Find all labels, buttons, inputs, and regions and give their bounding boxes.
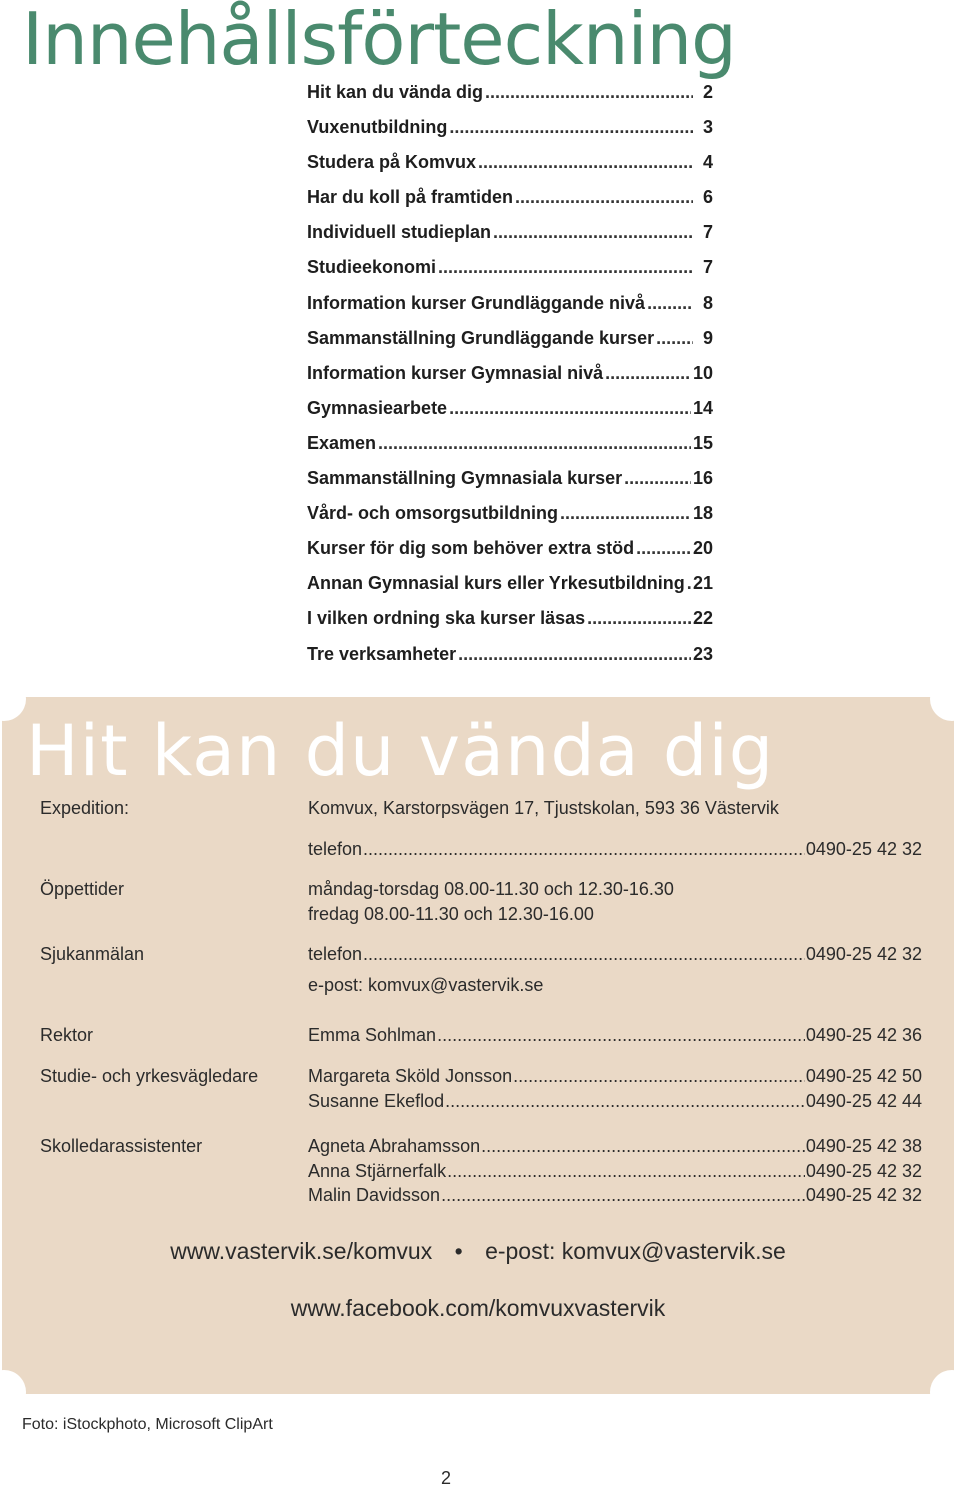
contact-card bbox=[2, 697, 954, 1394]
toc-leader bbox=[478, 152, 693, 173]
counselors-label: Studie- och yrkesvägledare bbox=[40, 1066, 259, 1086]
contact-name: Emma Sohlman bbox=[308, 1025, 437, 1045]
toc-item[interactable] bbox=[307, 152, 713, 187]
assistant-row bbox=[308, 1136, 922, 1158]
toc-item-page: 21 bbox=[692, 573, 713, 594]
toc-item[interactable] bbox=[307, 608, 713, 643]
card-corner-notch bbox=[0, 677, 26, 721]
toc-item-label: Individuell studieplan bbox=[307, 222, 492, 243]
toc-item[interactable] bbox=[307, 398, 713, 433]
phone-number[interactable]: 0490-25 42 32 bbox=[805, 944, 922, 964]
phone-number[interactable]: 0490-25 42 50 bbox=[805, 1066, 922, 1086]
toc-leader bbox=[485, 82, 693, 103]
toc-item-page: 20 bbox=[692, 538, 713, 559]
leader-dots bbox=[437, 1025, 805, 1047]
assistant-row bbox=[308, 1161, 922, 1183]
counselor-row bbox=[308, 1091, 922, 1113]
toc-leader bbox=[636, 538, 691, 559]
card-corner-notch bbox=[930, 677, 960, 721]
toc-item-label: Information kurser Gymnasial nivå bbox=[307, 362, 604, 383]
phone-number[interactable]: 0490-25 42 44 bbox=[805, 1091, 922, 1111]
leader-dots bbox=[481, 1136, 805, 1158]
website-link[interactable]: www.vastervik.se/komvux bbox=[170, 1238, 433, 1264]
contact-name: Malin Davidsson bbox=[308, 1185, 441, 1205]
toc-leader bbox=[458, 644, 691, 665]
toc-item[interactable] bbox=[307, 468, 713, 503]
principal-row bbox=[308, 1025, 922, 1047]
leader-dots bbox=[445, 1091, 805, 1113]
toc-item-label: Sammanställning Gymnasiala kurser bbox=[307, 468, 623, 489]
toc-item-label: Studera på Komvux bbox=[307, 152, 477, 173]
card-corner-notch bbox=[0, 1370, 26, 1414]
leader-dots bbox=[363, 839, 805, 861]
toc-leader bbox=[687, 573, 691, 594]
toc-item[interactable] bbox=[307, 538, 713, 573]
toc-item-label: Studieekonomi bbox=[307, 257, 437, 278]
bullet-separator: • bbox=[454, 1238, 463, 1264]
toc-item-page: 3 bbox=[702, 117, 713, 138]
toc-leader bbox=[515, 187, 693, 208]
counselor-row bbox=[308, 1066, 922, 1088]
toc-leader bbox=[624, 468, 691, 489]
toc-item[interactable] bbox=[307, 222, 713, 257]
phone-number[interactable]: 0490-25 42 32 bbox=[805, 1161, 922, 1181]
toc-item-label: Hit kan du vända dig bbox=[307, 82, 484, 102]
toc-item[interactable] bbox=[307, 328, 713, 363]
page-title: Innehållsförteckning bbox=[22, 0, 736, 81]
toc-item[interactable] bbox=[307, 573, 713, 608]
sick-label: Sjukanmälan bbox=[40, 944, 145, 964]
toc-item[interactable] bbox=[307, 117, 713, 152]
toc-leader bbox=[656, 328, 693, 349]
toc-item-label: Har du koll på framtiden bbox=[307, 187, 514, 208]
toc-leader bbox=[438, 257, 693, 278]
toc-item[interactable] bbox=[307, 363, 713, 398]
leader-dots bbox=[513, 1066, 805, 1088]
sick-email[interactable]: e-post: komvux@vastervik.se bbox=[308, 975, 544, 995]
hours-friday: fredag 08.00-11.30 och 12.30-16.00 bbox=[308, 904, 594, 924]
toc-item-page: 15 bbox=[692, 432, 713, 453]
toc-item[interactable] bbox=[307, 82, 713, 117]
toc-item-label: Vuxenutbildning bbox=[307, 117, 448, 138]
toc-item-page: 10 bbox=[692, 362, 713, 383]
toc-leader bbox=[647, 293, 693, 314]
phone-number[interactable]: 0490-25 42 32 bbox=[805, 839, 922, 859]
expedition-phone-row bbox=[308, 839, 922, 861]
facebook-link[interactable]: www.facebook.com/komvuxvastervik bbox=[290, 1295, 666, 1321]
toc-item-label: Annan Gymnasial kurs eller Yrkesutbildning bbox=[307, 573, 685, 594]
table-of-contents bbox=[307, 82, 713, 679]
contact-name: Margareta Sköld Jonsson bbox=[308, 1066, 513, 1086]
toc-item-page: 7 bbox=[702, 257, 713, 278]
phone-label: telefon bbox=[308, 839, 363, 859]
email-link[interactable]: e-post: komvux@vastervik.se bbox=[485, 1238, 786, 1264]
hours-label: Öppettider bbox=[40, 879, 125, 899]
toc-item-page: 8 bbox=[702, 292, 713, 313]
contact-name: Susanne Ekeflod bbox=[308, 1091, 445, 1111]
photo-credit: Foto: iStockphoto, Microsoft ClipArt bbox=[22, 1416, 273, 1433]
page-number: 2 bbox=[441, 1468, 452, 1488]
toc-item-label: Gymnasiearbete bbox=[307, 397, 448, 418]
toc-item[interactable] bbox=[307, 257, 713, 292]
toc-leader bbox=[560, 503, 691, 524]
phone-label: telefon bbox=[308, 944, 363, 964]
toc-item-page: 9 bbox=[702, 327, 713, 348]
toc-item-label: I vilken ordning ska kurser läsas bbox=[307, 608, 586, 629]
sick-phone-row bbox=[308, 944, 922, 966]
leader-dots bbox=[447, 1161, 805, 1183]
toc-leader bbox=[587, 608, 691, 629]
toc-item-page: 6 bbox=[702, 187, 713, 208]
contact-heading: Hit kan du vända dig bbox=[26, 710, 775, 792]
toc-item-label: Examen bbox=[307, 432, 377, 453]
toc-leader bbox=[449, 117, 693, 138]
contact-name: Anna Stjärnerfalk bbox=[308, 1161, 447, 1181]
phone-number[interactable]: 0490-25 42 36 bbox=[805, 1025, 922, 1045]
card-corner-notch bbox=[930, 1370, 960, 1414]
toc-item-label: Vård- och omsorgsutbildning bbox=[307, 503, 558, 524]
toc-leader bbox=[605, 363, 691, 384]
toc-item-label: Kurser för dig som behöver extra stöd bbox=[307, 538, 635, 559]
toc-item-page: 14 bbox=[692, 397, 713, 418]
toc-item[interactable] bbox=[307, 644, 713, 679]
phone-number[interactable]: 0490-25 42 38 bbox=[805, 1136, 922, 1156]
principal-label: Rektor bbox=[40, 1025, 94, 1045]
toc-leader bbox=[493, 222, 693, 243]
facebook-row bbox=[2, 1295, 954, 1322]
expedition-address: Komvux, Karstorpsvägen 17, Tjustskolan, 593 36 Västervik bbox=[308, 798, 779, 818]
toc-item-page: 4 bbox=[702, 152, 713, 173]
web-links bbox=[2, 1238, 954, 1265]
toc-leader bbox=[378, 433, 691, 454]
leader-dots bbox=[363, 944, 805, 966]
leader-dots bbox=[441, 1185, 805, 1207]
assistants-label: Skolledarassistenter bbox=[40, 1136, 203, 1156]
toc-item-label: Information kurser Grundläggande nivå bbox=[307, 292, 646, 313]
toc-item[interactable] bbox=[307, 433, 713, 468]
toc-item[interactable] bbox=[307, 293, 713, 328]
toc-leader bbox=[449, 398, 691, 419]
assistant-row bbox=[308, 1185, 922, 1207]
toc-item-page: 22 bbox=[692, 608, 713, 629]
toc-item-page: 23 bbox=[692, 643, 713, 664]
hours-weekdays: måndag-torsdag 08.00-11.30 och 12.30-16.30 bbox=[308, 879, 674, 899]
phone-number[interactable]: 0490-25 42 32 bbox=[805, 1185, 922, 1205]
toc-item-label: Sammanställning Grundläggande kurser bbox=[307, 327, 655, 348]
toc-item-page: 2 bbox=[702, 82, 713, 102]
toc-item-page: 7 bbox=[702, 222, 713, 243]
toc-item[interactable] bbox=[307, 187, 713, 222]
toc-item-label: Tre verksamheter bbox=[307, 643, 457, 664]
toc-item-page: 16 bbox=[692, 468, 713, 489]
expedition-label: Expedition: bbox=[40, 798, 130, 818]
toc-item-page: 18 bbox=[692, 503, 713, 524]
toc-item[interactable] bbox=[307, 503, 713, 538]
contact-name: Agneta Abrahamsson bbox=[308, 1136, 481, 1156]
